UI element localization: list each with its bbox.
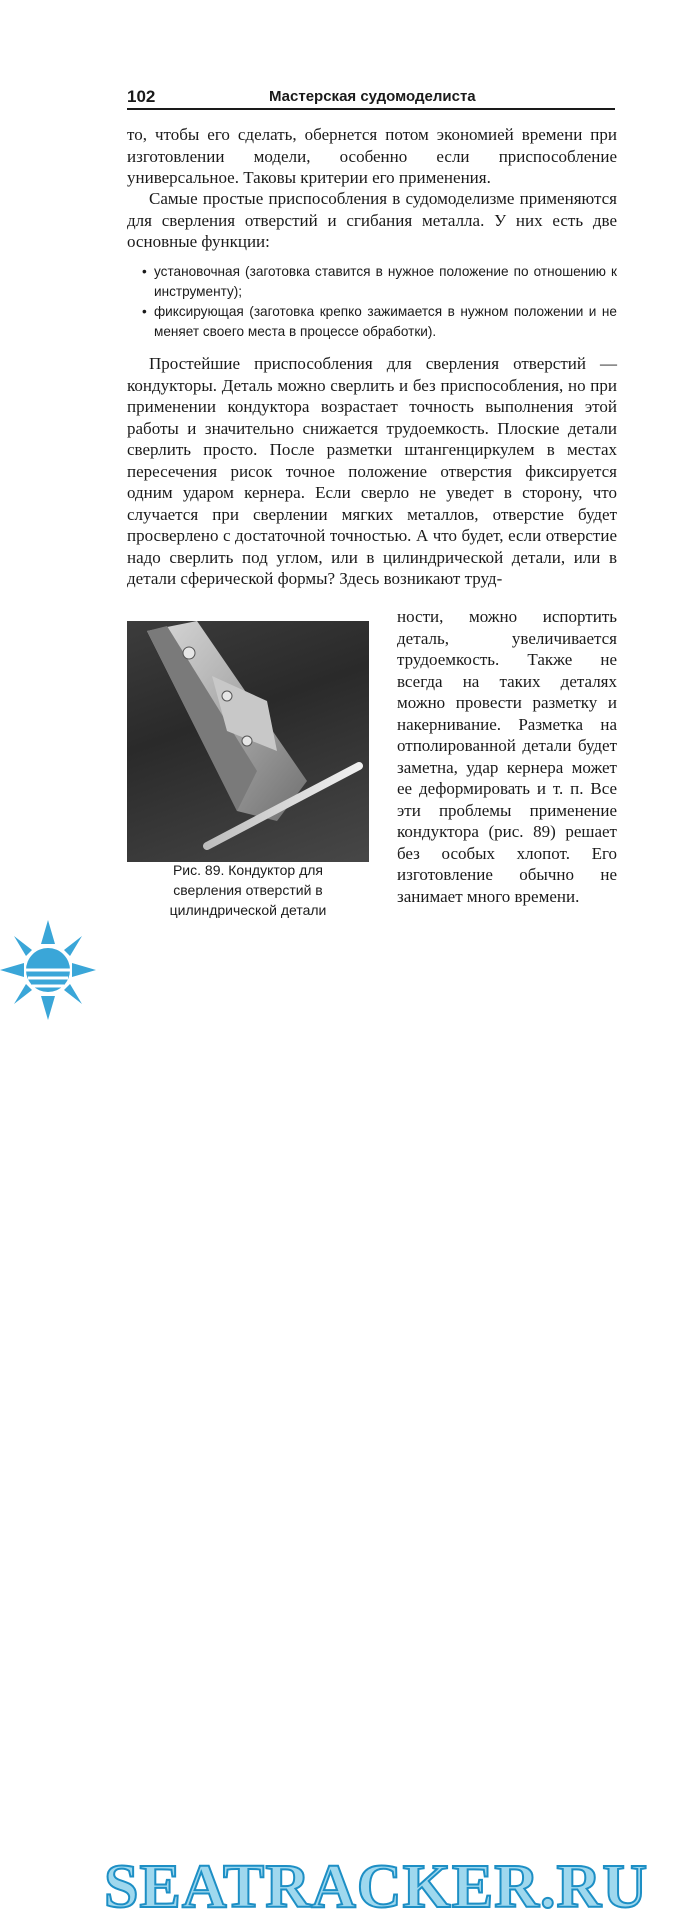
paragraph-2: Самые простые приспособления в судомоделизме применяются для сверления отверстий и сгибания металла. У них есть две основные функции: bbox=[127, 189, 617, 251]
jig-photo-illustration bbox=[127, 621, 369, 862]
paragraph-4: ности, можно испортить деталь, увеличивается трудоемкость. Также не всегда на таких деталях можно провести разметку и накернивание. Разметка на отполированной детали будет заметна, удар кернера может ее деформировать и т. п. Все эти проблемы применение кондуктора (рис. 89) решает без особых хлопот. Его изготовление обычно не занимает много времени. bbox=[397, 607, 617, 906]
header-rule bbox=[127, 108, 615, 110]
screw-top bbox=[183, 647, 195, 659]
caption-line-3: цилиндрической детали bbox=[169, 902, 327, 918]
list-item: • фиксирующая (заготовка крепко зажимается в нужном положении и не меняет своего места в процессе обработки). bbox=[142, 302, 617, 342]
caption-line-2: сверления отверстий в bbox=[173, 882, 323, 898]
paragraph-1: то, чтобы его сделать, обернется потом экономией времени при изготовлении модели, особенно если приспособление универсальное. Таковы критерии его применения. bbox=[127, 125, 617, 187]
figure-caption bbox=[127, 860, 369, 920]
function-list bbox=[142, 262, 617, 342]
figure-photo bbox=[127, 621, 369, 862]
running-title: Мастерская судомоделиста bbox=[269, 88, 476, 105]
page-number: 102 bbox=[127, 87, 156, 106]
paragraph-3: Простейшие приспособления для сверления отверстий — кондукторы. Деталь можно сверлить и без приспособления, но при применении кондуктора возрастает точность выполнения этой работы и значительно снижается трудоемкость. Плоские детали сверлить просто. После разметки штангенциркулем в местах пересечения рисок точное положение отверстия фиксируется одним ударом кернера. Если сверло не уведет в сторону, что случается при сверлении мягких металлов, отверстие будет просверлено с достаточной точностью. А что будет, если отверстие надо сверлить под углом, или в цилиндрической детали, или в детали сферической формы? Здесь возникают труд- bbox=[127, 354, 617, 588]
sun-logo-icon bbox=[0, 920, 100, 1024]
watermark bbox=[0, 920, 685, 1921]
screw-middle bbox=[222, 691, 232, 701]
screw-bottom bbox=[242, 736, 252, 746]
caption-line-1: Рис. 89. Кондуктор для bbox=[172, 862, 324, 878]
watermark-text: SEATRACKER.RU bbox=[104, 1853, 649, 1921]
list-item: • установочная (заготовка ставится в нужное положение по отношению к инструменту); bbox=[142, 262, 617, 302]
